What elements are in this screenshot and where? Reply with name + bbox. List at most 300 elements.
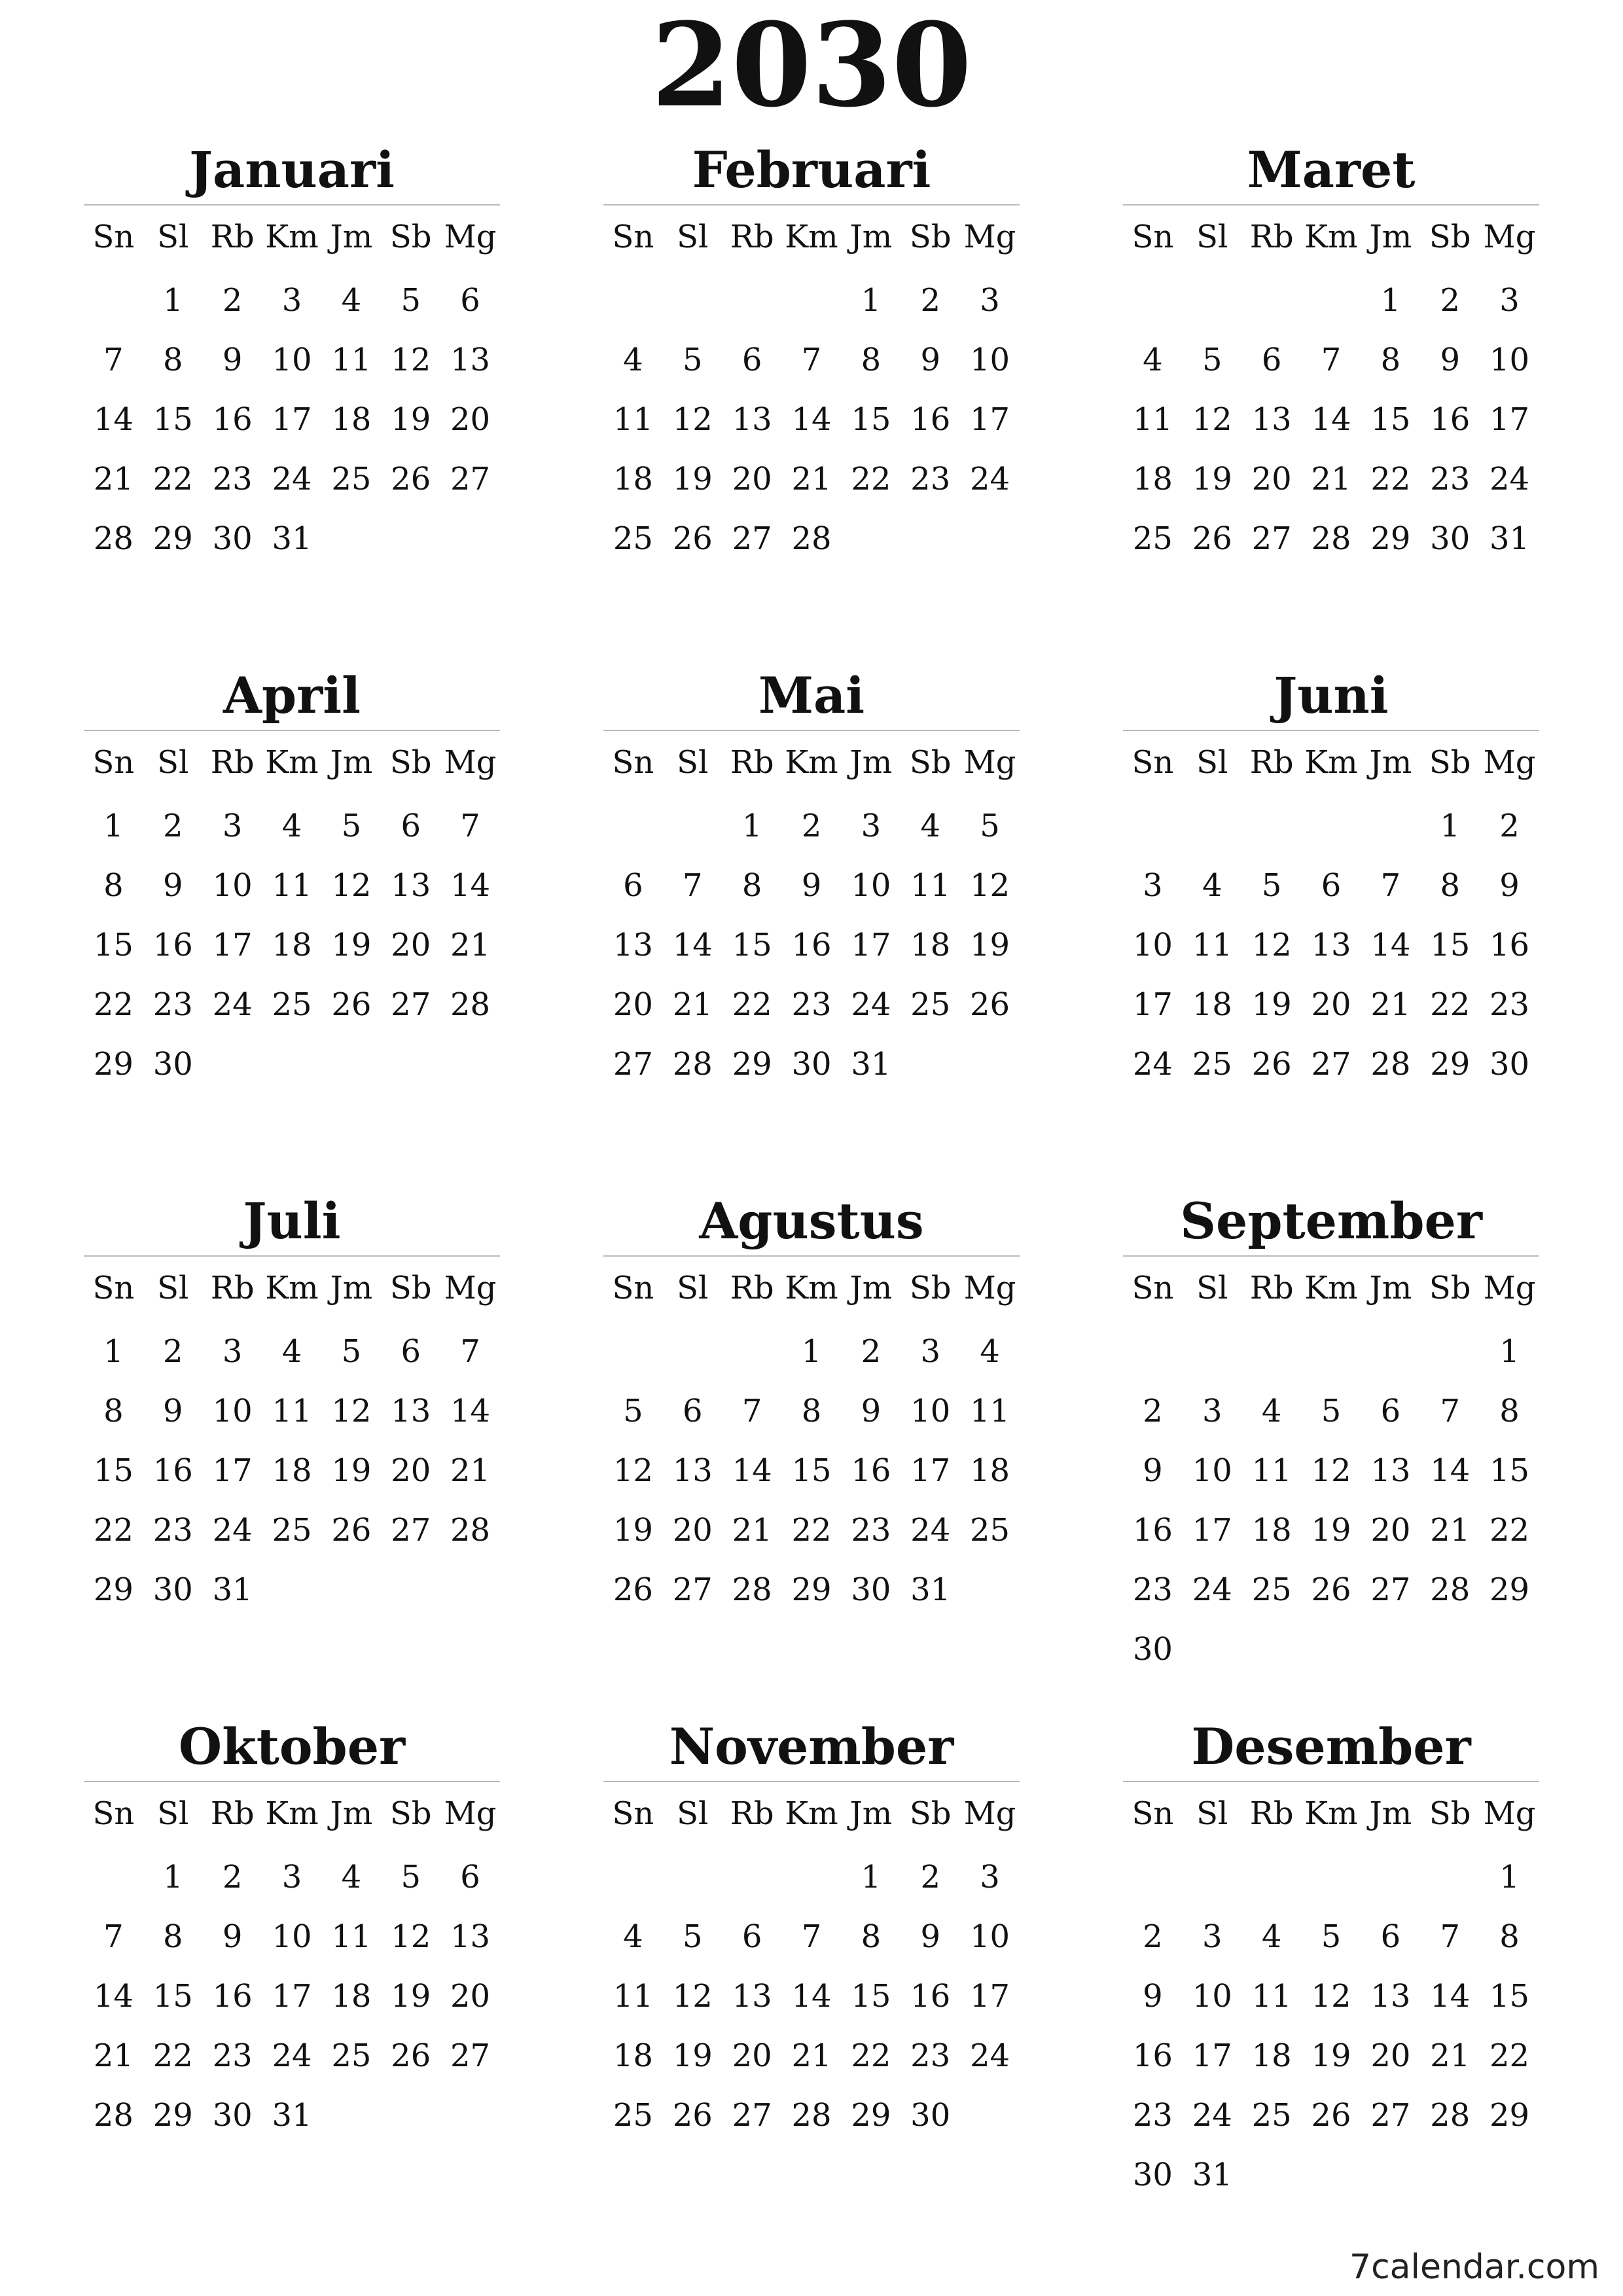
day-cell: 2 <box>222 281 243 319</box>
day-cell: 17 <box>1132 986 1173 1023</box>
day-cell: 29 <box>1489 2096 1530 2134</box>
day-cell: 11 <box>272 867 312 904</box>
day-cell: 8 <box>801 1392 822 1429</box>
day-cell: 25 <box>613 2096 653 2134</box>
weekday-header: Sb <box>389 744 432 781</box>
weekday-header: Sl <box>677 219 709 255</box>
month-divider <box>1123 1255 1539 1257</box>
day-cell: 20 <box>732 460 772 497</box>
day-cell: 30 <box>212 2096 253 2134</box>
day-cell: 18 <box>910 926 951 963</box>
day-cell: 6 <box>683 1392 703 1429</box>
day-cell: 29 <box>1370 520 1411 557</box>
day-cell: 9 <box>163 867 183 904</box>
day-cell: 27 <box>1251 520 1292 557</box>
weekday-header: Jm <box>1369 1270 1412 1306</box>
day-cell: 3 <box>861 807 882 844</box>
day-cell: 1 <box>801 1333 822 1370</box>
day-cell: 25 <box>331 2037 372 2074</box>
day-cell: 25 <box>1132 520 1173 557</box>
day-cell: 18 <box>331 1977 372 2015</box>
day-cell: 3 <box>1202 1918 1222 1955</box>
weekday-header: Mg <box>1483 219 1536 255</box>
day-cell: 9 <box>1143 1452 1163 1489</box>
day-cell: 22 <box>732 986 772 1023</box>
day-cell: 1 <box>1499 1858 1520 1895</box>
day-cell: 23 <box>152 986 193 1023</box>
empty-cell <box>603 1847 663 1907</box>
month-name: Mai <box>758 666 865 725</box>
empty-cell <box>722 270 782 330</box>
day-cell: 18 <box>613 2037 653 2074</box>
day-cell: 17 <box>970 401 1010 438</box>
day-cell: 13 <box>732 401 772 438</box>
weekday-header: Rb <box>730 219 774 255</box>
day-cell: 5 <box>1261 867 1282 904</box>
day-cell: 17 <box>910 1452 951 1489</box>
day-cell: 26 <box>331 1511 372 1549</box>
weekday-header: Sl <box>677 744 709 781</box>
month-block <box>1123 1713 1539 2210</box>
weekday-header: Sb <box>1429 744 1471 781</box>
day-cell: 2 <box>1143 1918 1163 1955</box>
empty-cell <box>1302 796 1361 855</box>
day-cell: 12 <box>1311 1977 1351 2015</box>
day-cell: 2 <box>163 807 183 844</box>
day-cell: 24 <box>212 986 253 1023</box>
month-block <box>603 136 1020 634</box>
weekday-header: Rb <box>1249 1795 1294 1832</box>
weekday-header: Km <box>265 744 319 781</box>
day-cell: 29 <box>93 1571 134 1608</box>
day-cell: 20 <box>732 2037 772 2074</box>
day-cell: 16 <box>1132 1511 1173 1549</box>
day-cell: 29 <box>152 520 193 557</box>
day-cell: 25 <box>272 986 312 1023</box>
day-cell: 9 <box>1440 341 1460 378</box>
day-cell: 22 <box>1430 986 1471 1023</box>
weekday-header: Rb <box>730 1270 774 1306</box>
day-cell: 6 <box>460 281 480 319</box>
weekday-header: Sn <box>92 744 135 781</box>
day-cell: 15 <box>791 1452 832 1489</box>
day-cell: 7 <box>103 341 124 378</box>
day-cell: 8 <box>103 1392 124 1429</box>
empty-cell <box>1361 796 1420 855</box>
day-cell: 8 <box>1499 1392 1520 1429</box>
day-cell: 20 <box>450 401 491 438</box>
day-cell: 27 <box>1370 2096 1411 2134</box>
day-cell: 29 <box>1430 1045 1471 1083</box>
day-cell: 18 <box>1132 460 1173 497</box>
empty-cell <box>782 1847 842 1907</box>
day-cell: 19 <box>1311 1511 1351 1549</box>
day-cell: 15 <box>851 1977 891 2015</box>
day-cell: 13 <box>391 1392 431 1429</box>
day-cell: 15 <box>1430 926 1471 963</box>
day-cell: 2 <box>920 1858 940 1895</box>
day-cell: 12 <box>1251 926 1292 963</box>
day-cell: 7 <box>1380 867 1401 904</box>
weekday-header: Rb <box>1249 1270 1294 1306</box>
weekday-header: Km <box>785 219 838 255</box>
day-grid <box>84 211 500 568</box>
day-cell: 20 <box>1311 986 1351 1023</box>
month-name: Agustus <box>699 1192 924 1250</box>
month-divider <box>84 204 500 206</box>
day-cell: 20 <box>450 1977 491 2015</box>
day-cell: 16 <box>910 401 951 438</box>
day-cell: 16 <box>1489 926 1530 963</box>
day-cell: 23 <box>212 2037 253 2074</box>
weekday-header: Sn <box>92 219 135 255</box>
day-cell: 23 <box>910 460 951 497</box>
weekday-header: Jm <box>330 744 373 781</box>
day-cell: 2 <box>1143 1392 1163 1429</box>
day-cell: 26 <box>672 520 713 557</box>
day-cell: 18 <box>272 1452 312 1489</box>
day-cell: 13 <box>672 1452 713 1489</box>
day-cell: 30 <box>1132 1630 1173 1668</box>
empty-cell <box>1183 270 1242 330</box>
day-cell: 10 <box>212 867 253 904</box>
day-cell: 23 <box>851 1511 891 1549</box>
day-cell: 18 <box>613 460 653 497</box>
weekday-header: Km <box>785 1270 838 1306</box>
weekday-header: Sn <box>1132 1795 1174 1832</box>
weekday-header: Mg <box>444 219 497 255</box>
day-grid <box>1123 1262 1539 1679</box>
day-cell: 9 <box>861 1392 882 1429</box>
weekday-header: Sl <box>157 1795 189 1832</box>
day-cell: 4 <box>1143 341 1163 378</box>
day-cell: 6 <box>741 1918 762 1955</box>
weekday-header: Km <box>265 219 319 255</box>
day-cell: 16 <box>152 1452 193 1489</box>
day-cell: 30 <box>791 1045 832 1083</box>
day-cell: 11 <box>613 401 653 438</box>
day-cell: 29 <box>732 1045 772 1083</box>
day-cell: 7 <box>741 1392 762 1429</box>
empty-cell <box>1302 1847 1361 1907</box>
month-block <box>84 1187 500 1685</box>
day-cell: 4 <box>281 807 302 844</box>
day-cell: 2 <box>1499 807 1520 844</box>
day-cell: 23 <box>1132 1571 1173 1608</box>
day-cell: 19 <box>1251 986 1292 1023</box>
weekday-header: Sl <box>1196 219 1228 255</box>
day-cell: 3 <box>1143 867 1163 904</box>
weekday-header: Km <box>265 1795 319 1832</box>
day-cell: 24 <box>272 460 312 497</box>
day-cell: 4 <box>1261 1918 1282 1955</box>
month-block <box>603 1713 1020 2210</box>
day-cell: 6 <box>1261 341 1282 378</box>
month-divider <box>603 730 1020 731</box>
day-cell: 4 <box>623 341 643 378</box>
day-cell: 28 <box>1370 1045 1411 1083</box>
day-cell: 7 <box>1321 341 1342 378</box>
empty-cell <box>603 796 663 855</box>
day-cell: 15 <box>1489 1977 1530 2015</box>
day-cell: 1 <box>163 1858 183 1895</box>
day-cell: 27 <box>672 1571 713 1608</box>
day-cell: 30 <box>152 1045 193 1083</box>
empty-cell <box>663 1321 722 1381</box>
day-cell: 13 <box>391 867 431 904</box>
month-name: September <box>1180 1192 1482 1250</box>
weekday-header: Sb <box>909 1795 952 1832</box>
month-block <box>603 1187 1020 1685</box>
month-block <box>1123 1187 1539 1685</box>
weekday-header: Km <box>265 1270 319 1306</box>
day-grid <box>84 1262 500 1619</box>
day-cell: 24 <box>851 986 891 1023</box>
day-cell: 2 <box>222 1858 243 1895</box>
day-grid <box>84 736 500 1094</box>
day-cell: 15 <box>1370 401 1411 438</box>
day-cell: 17 <box>1489 401 1530 438</box>
weekday-header: Sn <box>92 1270 135 1306</box>
day-grid <box>603 1262 1020 1619</box>
day-cell: 5 <box>683 1918 703 1955</box>
weekday-header: Sn <box>612 1270 654 1306</box>
day-cell: 22 <box>93 986 134 1023</box>
day-cell: 31 <box>272 520 312 557</box>
day-cell: 20 <box>672 1511 713 1549</box>
day-cell: 27 <box>391 986 431 1023</box>
day-cell: 12 <box>613 1452 653 1489</box>
day-cell: 23 <box>1489 986 1530 1023</box>
day-cell: 23 <box>791 986 832 1023</box>
day-cell: 4 <box>920 807 940 844</box>
day-cell: 27 <box>732 2096 772 2134</box>
weekday-header: Mg <box>1483 1270 1536 1306</box>
day-cell: 24 <box>1132 1045 1173 1083</box>
day-cell: 22 <box>1489 1511 1530 1549</box>
day-cell: 3 <box>1499 281 1520 319</box>
day-cell: 17 <box>1192 2037 1232 2074</box>
day-cell: 26 <box>672 2096 713 2134</box>
empty-cell <box>1242 796 1302 855</box>
weekday-header: Jm <box>1369 1795 1412 1832</box>
day-cell: 24 <box>1192 1571 1232 1608</box>
day-cell: 17 <box>212 1452 253 1489</box>
day-cell: 12 <box>331 867 372 904</box>
weekday-header: Km <box>1304 1795 1358 1832</box>
weekday-header: Sl <box>1196 1795 1228 1832</box>
day-cell: 3 <box>980 281 1000 319</box>
empty-cell <box>722 1321 782 1381</box>
empty-cell <box>782 270 842 330</box>
day-cell: 14 <box>1430 1452 1471 1489</box>
day-cell: 31 <box>910 1571 951 1608</box>
day-cell: 7 <box>801 341 822 378</box>
day-cell: 3 <box>281 1858 302 1895</box>
day-cell: 23 <box>910 2037 951 2074</box>
day-cell: 28 <box>450 986 491 1023</box>
empty-cell <box>663 270 722 330</box>
weekday-header: Sl <box>677 1270 709 1306</box>
day-cell: 14 <box>791 401 832 438</box>
day-cell: 10 <box>1489 341 1530 378</box>
empty-cell <box>1183 1847 1242 1907</box>
day-cell: 3 <box>980 1858 1000 1895</box>
weekday-header: Sn <box>612 744 654 781</box>
month-name: Juli <box>243 1192 341 1250</box>
day-cell: 16 <box>910 1977 951 2015</box>
day-cell: 30 <box>1430 520 1471 557</box>
day-cell: 5 <box>683 341 703 378</box>
month-divider <box>603 1255 1020 1257</box>
day-cell: 16 <box>791 926 832 963</box>
day-cell: 29 <box>152 2096 193 2134</box>
day-cell: 14 <box>1430 1977 1471 2015</box>
day-cell: 25 <box>331 460 372 497</box>
weekday-header: Sl <box>1196 1270 1228 1306</box>
weekday-header: Sb <box>909 1270 952 1306</box>
weekday-header: Sb <box>1429 219 1471 255</box>
day-cell: 9 <box>920 341 940 378</box>
day-cell: 28 <box>791 2096 832 2134</box>
day-cell: 1 <box>1499 1333 1520 1370</box>
day-cell: 5 <box>623 1392 643 1429</box>
day-cell: 17 <box>851 926 891 963</box>
day-cell: 20 <box>1370 2037 1411 2074</box>
month-name: Oktober <box>178 1717 406 1776</box>
day-cell: 28 <box>791 520 832 557</box>
day-cell: 15 <box>732 926 772 963</box>
day-cell: 26 <box>1311 1571 1351 1608</box>
day-cell: 29 <box>93 1045 134 1083</box>
day-cell: 10 <box>970 1918 1010 1955</box>
day-cell: 15 <box>1489 1452 1530 1489</box>
day-cell: 2 <box>801 807 822 844</box>
day-cell: 9 <box>1499 867 1520 904</box>
day-cell: 9 <box>163 1392 183 1429</box>
weekday-header: Mg <box>963 219 1016 255</box>
day-cell: 7 <box>103 1918 124 1955</box>
day-cell: 19 <box>391 1977 431 2015</box>
day-cell: 3 <box>1202 1392 1222 1429</box>
day-cell: 23 <box>1430 460 1471 497</box>
weekday-header: Sb <box>389 1270 432 1306</box>
month-divider <box>1123 730 1539 731</box>
day-cell: 26 <box>1192 520 1232 557</box>
day-cell: 8 <box>861 341 882 378</box>
weekday-header: Mg <box>444 1270 497 1306</box>
day-cell: 27 <box>613 1045 653 1083</box>
day-cell: 20 <box>1251 460 1292 497</box>
day-cell: 1 <box>163 281 183 319</box>
month-divider <box>84 1255 500 1257</box>
day-grid <box>603 1787 1020 2145</box>
day-cell: 31 <box>851 1045 891 1083</box>
day-cell: 18 <box>272 926 312 963</box>
day-cell: 6 <box>741 341 762 378</box>
day-cell: 5 <box>1321 1918 1342 1955</box>
day-cell: 1 <box>1380 281 1401 319</box>
day-cell: 4 <box>341 281 362 319</box>
day-cell: 10 <box>272 1918 312 1955</box>
day-cell: 23 <box>152 1511 193 1549</box>
day-cell: 26 <box>1311 2096 1351 2134</box>
day-cell: 28 <box>672 1045 713 1083</box>
day-cell: 11 <box>1132 401 1173 438</box>
day-cell: 16 <box>212 401 253 438</box>
day-cell: 17 <box>970 1977 1010 2015</box>
day-cell: 30 <box>212 520 253 557</box>
month-name: Januari <box>189 141 395 199</box>
day-cell: 4 <box>281 1333 302 1370</box>
day-cell: 25 <box>1192 1045 1232 1083</box>
month-divider <box>603 204 1020 206</box>
day-cell: 13 <box>450 1918 491 1955</box>
day-cell: 21 <box>93 2037 134 2074</box>
weekday-header: Rb <box>210 219 255 255</box>
empty-cell <box>1361 1847 1420 1907</box>
empty-cell <box>1361 1321 1420 1381</box>
day-cell: 5 <box>1202 341 1222 378</box>
day-cell: 6 <box>1321 867 1342 904</box>
day-cell: 7 <box>683 867 703 904</box>
weekday-header: Jm <box>1369 219 1412 255</box>
day-cell: 3 <box>281 281 302 319</box>
day-cell: 29 <box>791 1571 832 1608</box>
empty-cell <box>1242 1321 1302 1381</box>
month-name: Maret <box>1247 141 1416 199</box>
day-cell: 2 <box>1440 281 1460 319</box>
weekday-header: Sb <box>389 219 432 255</box>
weekday-header: Sn <box>612 219 654 255</box>
day-cell: 1 <box>1440 807 1460 844</box>
day-cell: 24 <box>212 1511 253 1549</box>
day-cell: 7 <box>460 1333 480 1370</box>
weekday-header: Sb <box>389 1795 432 1832</box>
day-cell: 26 <box>970 986 1010 1023</box>
day-cell: 10 <box>1192 1452 1232 1489</box>
day-cell: 1 <box>103 1333 124 1370</box>
weekday-header: Sl <box>157 219 189 255</box>
day-cell: 20 <box>613 986 653 1023</box>
day-cell: 17 <box>212 926 253 963</box>
day-cell: 31 <box>1489 520 1530 557</box>
weekday-header: Jm <box>1369 744 1412 781</box>
day-cell: 25 <box>910 986 951 1023</box>
empty-cell <box>1242 270 1302 330</box>
day-cell: 3 <box>222 807 243 844</box>
day-cell: 18 <box>1251 2037 1292 2074</box>
day-cell: 16 <box>1430 401 1471 438</box>
month-divider <box>603 1781 1020 1782</box>
day-cell: 23 <box>1132 2096 1173 2134</box>
day-cell: 24 <box>970 460 1010 497</box>
day-cell: 14 <box>93 401 134 438</box>
day-cell: 27 <box>1311 1045 1351 1083</box>
day-cell: 20 <box>1370 1511 1411 1549</box>
day-cell: 28 <box>93 520 134 557</box>
empty-cell <box>1123 1321 1183 1381</box>
day-cell: 24 <box>1489 460 1530 497</box>
day-cell: 11 <box>272 1392 312 1429</box>
day-cell: 6 <box>401 1333 421 1370</box>
day-cell: 28 <box>1430 1571 1471 1608</box>
day-grid <box>1123 736 1539 1094</box>
day-cell: 12 <box>970 867 1010 904</box>
weekday-header: Jm <box>330 1795 373 1832</box>
day-cell: 15 <box>152 1977 193 2015</box>
day-cell: 22 <box>93 1511 134 1549</box>
